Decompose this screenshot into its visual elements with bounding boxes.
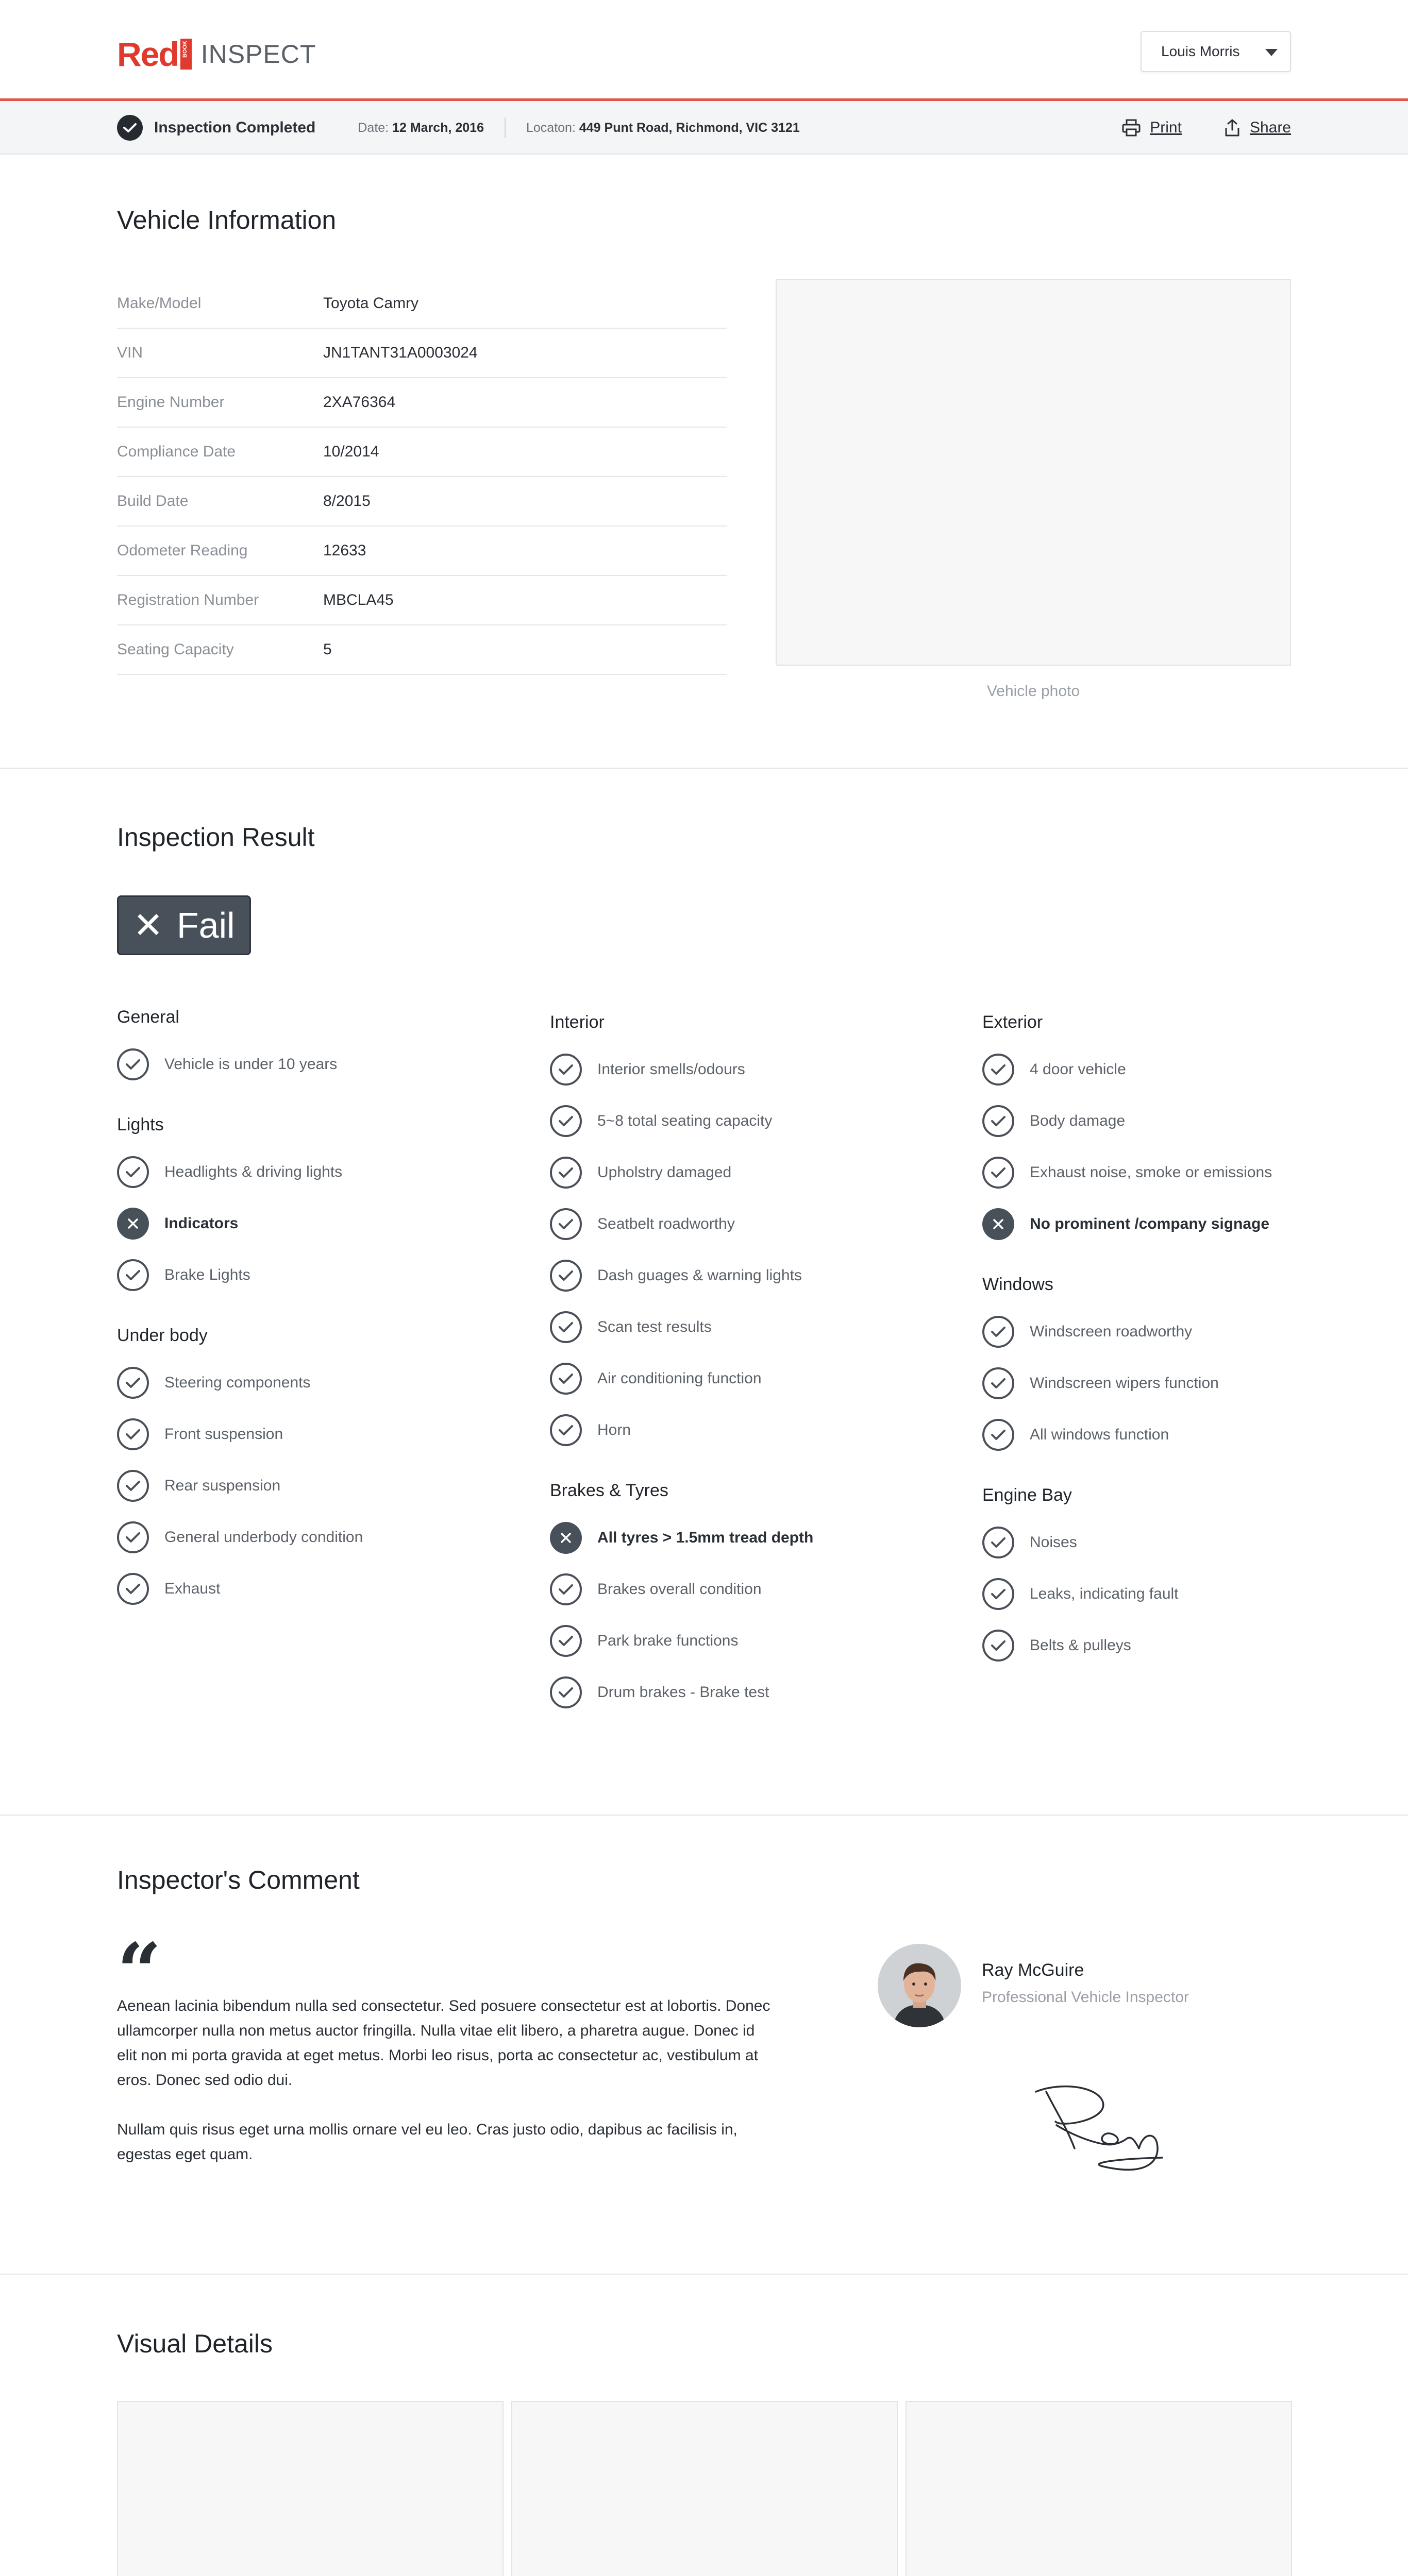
status-bar bbox=[0, 101, 1408, 155]
check-circle-icon bbox=[982, 1367, 1014, 1399]
check-item-label: Interior smells/odours bbox=[597, 1061, 745, 1078]
user-name: Louis Morris bbox=[1161, 43, 1240, 59]
result-column-3 bbox=[982, 1012, 1343, 1671]
fail-badge bbox=[117, 895, 251, 955]
check-item-label: Headlights & driving lights bbox=[164, 1163, 343, 1180]
vehicle-info-value: 2XA76364 bbox=[323, 394, 396, 411]
close-icon: ✕ bbox=[133, 905, 163, 945]
check-item bbox=[550, 1250, 911, 1301]
share-button[interactable] bbox=[1224, 118, 1291, 137]
section-divider bbox=[0, 2274, 1408, 2275]
vehicle-info-label: Compliance Date bbox=[117, 443, 236, 460]
vehicle-info-row bbox=[117, 279, 727, 329]
result-column-2 bbox=[550, 1012, 911, 1718]
logo-book-tab bbox=[180, 39, 192, 70]
check-item-label: Drum brakes - Brake test bbox=[597, 1684, 769, 1701]
vehicle-info-value: 10/2014 bbox=[323, 443, 379, 460]
check-item-label: Leaks, indicating fault bbox=[1030, 1585, 1179, 1602]
vehicle-info-label: VIN bbox=[117, 344, 143, 361]
check-item bbox=[550, 1147, 911, 1198]
check-item bbox=[550, 1301, 911, 1353]
check-item-label: Body damage bbox=[1030, 1112, 1126, 1129]
check-group-title: Brakes & Tyres bbox=[550, 1481, 668, 1500]
date-value: 12 March, 2016 bbox=[392, 120, 484, 135]
vehicle-info-row bbox=[117, 378, 727, 428]
vehicle-photo-caption: Vehicle photo bbox=[986, 683, 1080, 700]
check-item bbox=[117, 1409, 478, 1460]
visual-photo-tile[interactable] bbox=[511, 2401, 898, 2576]
check-item bbox=[550, 1615, 911, 1667]
check-item bbox=[117, 1512, 478, 1563]
check-circle-icon bbox=[550, 1625, 582, 1657]
share-icon bbox=[1224, 118, 1241, 137]
check-item bbox=[550, 1198, 911, 1250]
check-item bbox=[550, 1095, 911, 1147]
check-item-label: Exhaust noise, smoke or emissions bbox=[1030, 1164, 1272, 1181]
vehicle-info-label: Engine Number bbox=[117, 394, 225, 411]
vehicle-photo[interactable] bbox=[776, 279, 1291, 666]
check-item-label: Belts & pulleys bbox=[1030, 1637, 1131, 1654]
vehicle-info-label: Odometer Reading bbox=[117, 542, 248, 559]
check-item bbox=[982, 1409, 1343, 1461]
check-circle-icon bbox=[982, 1316, 1014, 1348]
location-label: Locaton: bbox=[526, 120, 576, 135]
visual-details-title: Visual Details bbox=[117, 2329, 273, 2358]
check-circle-icon bbox=[117, 1573, 149, 1605]
check-circle-icon bbox=[117, 1048, 149, 1080]
check-item bbox=[117, 1146, 478, 1198]
check-item-label: Rear suspension bbox=[164, 1477, 281, 1494]
vehicle-info-table bbox=[117, 279, 727, 675]
printer-icon bbox=[1122, 119, 1141, 137]
check-circle-icon bbox=[550, 1208, 582, 1240]
status-actions bbox=[1122, 118, 1291, 137]
check-item bbox=[117, 1460, 478, 1512]
check-item-label: Seatbelt roadworthy bbox=[597, 1215, 735, 1232]
check-item-label: Front suspension bbox=[164, 1426, 283, 1443]
logo-book-text: BOOK bbox=[181, 41, 188, 58]
check-circle-icon bbox=[550, 1414, 582, 1446]
share-label: Share bbox=[1249, 119, 1291, 136]
date-label: Date: bbox=[358, 120, 389, 135]
vehicle-info-label: Make/Model bbox=[117, 295, 202, 312]
fail-badge-label: Fail bbox=[176, 905, 235, 945]
check-item-label: All tyres > 1.5mm tread depth bbox=[597, 1529, 814, 1546]
vehicle-info-title: Vehicle Information bbox=[117, 206, 337, 234]
comment-text bbox=[117, 1994, 772, 2167]
check-circle-icon bbox=[550, 1157, 582, 1189]
inspector-name: Ray McGuire bbox=[982, 1960, 1084, 1980]
vehicle-info-value: JN1TANT31A0003024 bbox=[323, 344, 478, 361]
vehicle-info-row bbox=[117, 625, 727, 675]
check-item bbox=[982, 1568, 1343, 1620]
check-item-label: Brake Lights bbox=[164, 1266, 250, 1283]
check-group-title: Engine Bay bbox=[982, 1485, 1072, 1505]
user-dropdown[interactable] bbox=[1141, 31, 1291, 72]
vehicle-info-value: Toyota Camry bbox=[323, 295, 419, 312]
result-column-1 bbox=[117, 1007, 478, 1615]
check-item bbox=[982, 1198, 1343, 1250]
inspector-role: Professional Vehicle Inspector bbox=[982, 1989, 1189, 2006]
chevron-down-icon bbox=[1265, 49, 1278, 56]
avatar bbox=[878, 1944, 961, 2027]
check-circle-icon bbox=[550, 1363, 582, 1395]
check-circle-icon bbox=[117, 1470, 149, 1502]
vehicle-info-label: Registration Number bbox=[117, 591, 259, 608]
check-item-label: 5~8 total seating capacity bbox=[597, 1112, 773, 1129]
logo-inspect-text: INSPECT bbox=[200, 40, 316, 69]
vehicle-info-row bbox=[117, 477, 727, 527]
vehicle-info-value: 12633 bbox=[323, 542, 366, 559]
check-item bbox=[982, 1095, 1343, 1147]
section-divider bbox=[0, 1815, 1408, 1816]
check-group-title: Interior bbox=[550, 1012, 605, 1032]
fail-x-icon bbox=[982, 1208, 1014, 1240]
check-item bbox=[982, 1306, 1343, 1358]
check-circle-icon bbox=[982, 1630, 1014, 1662]
check-circle-icon bbox=[550, 1105, 582, 1137]
check-item-label: Windscreen wipers function bbox=[1030, 1375, 1219, 1392]
check-group-title: Lights bbox=[117, 1115, 164, 1134]
check-item bbox=[550, 1353, 911, 1404]
check-circle-icon bbox=[550, 1260, 582, 1292]
location-value: 449 Punt Road, Richmond, VIC 3121 bbox=[579, 120, 800, 135]
vehicle-info-value: MBCLA45 bbox=[323, 591, 394, 608]
print-label: Print bbox=[1150, 119, 1182, 136]
fail-x-icon bbox=[117, 1208, 149, 1240]
check-item bbox=[982, 1147, 1343, 1198]
vehicle-info-row bbox=[117, 428, 727, 477]
check-item bbox=[550, 1044, 911, 1095]
check-group-title: Under body bbox=[117, 1326, 208, 1345]
check-circle-icon bbox=[117, 115, 143, 141]
check-item bbox=[117, 1198, 478, 1249]
vehicle-info-row bbox=[117, 527, 727, 576]
check-item bbox=[117, 1249, 478, 1301]
check-item-label: Air conditioning function bbox=[597, 1370, 762, 1387]
check-item-label: Park brake functions bbox=[597, 1632, 739, 1649]
check-circle-icon bbox=[117, 1156, 149, 1188]
check-item bbox=[982, 1358, 1343, 1409]
check-item-label: All windows function bbox=[1030, 1426, 1169, 1443]
check-item-label: Scan test results bbox=[597, 1318, 712, 1335]
fail-x-icon bbox=[550, 1522, 582, 1554]
check-item-label: Brakes overall condition bbox=[597, 1581, 762, 1598]
comment-paragraph: Nullam quis risus eget urna mollis ornare vel eu leo. Cras justo odio, dapibus ac facilisis in, egestas eget quam. bbox=[117, 2121, 737, 2163]
check-circle-icon bbox=[982, 1157, 1014, 1189]
check-group-title: General bbox=[117, 1007, 179, 1027]
check-circle-icon bbox=[117, 1521, 149, 1553]
check-circle-icon bbox=[117, 1259, 149, 1291]
check-item bbox=[982, 1044, 1343, 1095]
visual-photo-tile[interactable] bbox=[117, 2401, 504, 2576]
check-item-label: Upholstry damaged bbox=[597, 1164, 732, 1181]
section-divider bbox=[0, 768, 1408, 769]
check-circle-icon bbox=[117, 1418, 149, 1450]
check-item-label: Indicators bbox=[164, 1215, 239, 1232]
meta-divider bbox=[505, 117, 506, 138]
check-circle-icon bbox=[550, 1573, 582, 1605]
check-group-title: Windows bbox=[982, 1275, 1053, 1294]
check-circle-icon bbox=[982, 1419, 1014, 1451]
visual-photo-tile[interactable] bbox=[906, 2401, 1292, 2576]
check-item-label: Vehicle is under 10 years bbox=[164, 1056, 338, 1073]
check-item bbox=[117, 1039, 478, 1090]
check-item bbox=[117, 1563, 478, 1615]
check-item bbox=[550, 1667, 911, 1718]
check-item-label: Exhaust bbox=[164, 1580, 221, 1597]
redbook-inspect-logo[interactable] bbox=[117, 36, 316, 72]
check-circle-icon bbox=[982, 1054, 1014, 1086]
check-item-label: 4 door vehicle bbox=[1030, 1061, 1126, 1078]
check-item bbox=[550, 1512, 911, 1564]
check-item bbox=[982, 1620, 1343, 1671]
check-circle-icon bbox=[550, 1676, 582, 1708]
check-item-label: No prominent /company signage bbox=[1030, 1215, 1270, 1232]
check-item-label: General underbody condition bbox=[164, 1529, 363, 1546]
vehicle-info-label: Seating Capacity bbox=[117, 641, 234, 658]
logo-red-text: Red bbox=[117, 35, 178, 73]
check-item-label: Noises bbox=[1030, 1534, 1077, 1551]
print-button[interactable] bbox=[1122, 119, 1182, 137]
check-item-label: Windscreen roadworthy bbox=[1030, 1323, 1193, 1340]
vehicle-info-row bbox=[117, 576, 727, 625]
check-item bbox=[550, 1564, 911, 1615]
check-item-label: Dash guages & warning lights bbox=[597, 1267, 802, 1284]
inspection-location bbox=[526, 121, 800, 135]
quote-icon: “ bbox=[117, 1926, 162, 2017]
check-group-title: Exterior bbox=[982, 1012, 1043, 1032]
vehicle-info-label: Build Date bbox=[117, 493, 189, 510]
check-item-label: Steering components bbox=[164, 1374, 311, 1391]
check-item-label: Horn bbox=[597, 1421, 631, 1438]
vehicle-info-value: 5 bbox=[323, 641, 332, 658]
comment-paragraph: Aenean lacinia bibendum nulla sed consectetur. Sed posuere consectetur est at lobortis. Donec ullamcorper nulla non metus auctor fringilla. Nulla vitae elit libero, a pharetra augue. Donec id elit non mi porta gravida at eget metus. Morbi leo risus, porta ac consectetur ac, vestibulum at eros. Donec sed odio dui. bbox=[117, 1997, 770, 2089]
inspector-comment-title: Inspector's Comment bbox=[117, 1866, 360, 1894]
check-circle-icon bbox=[550, 1054, 582, 1086]
check-circle-icon bbox=[117, 1367, 149, 1399]
top-header bbox=[0, 0, 1408, 101]
inspection-date bbox=[358, 121, 484, 135]
vehicle-info-row bbox=[117, 329, 727, 378]
check-circle-icon bbox=[550, 1311, 582, 1343]
check-item bbox=[550, 1404, 911, 1456]
check-circle-icon bbox=[982, 1527, 1014, 1558]
signature-image bbox=[1026, 2071, 1191, 2174]
check-item bbox=[982, 1517, 1343, 1568]
inspection-status: Inspection Completed bbox=[154, 119, 316, 136]
inspection-result-title: Inspection Result bbox=[117, 823, 315, 852]
check-circle-icon bbox=[982, 1578, 1014, 1610]
check-circle-icon bbox=[982, 1105, 1014, 1137]
vehicle-info-value: 8/2015 bbox=[323, 493, 371, 510]
check-item bbox=[117, 1357, 478, 1409]
